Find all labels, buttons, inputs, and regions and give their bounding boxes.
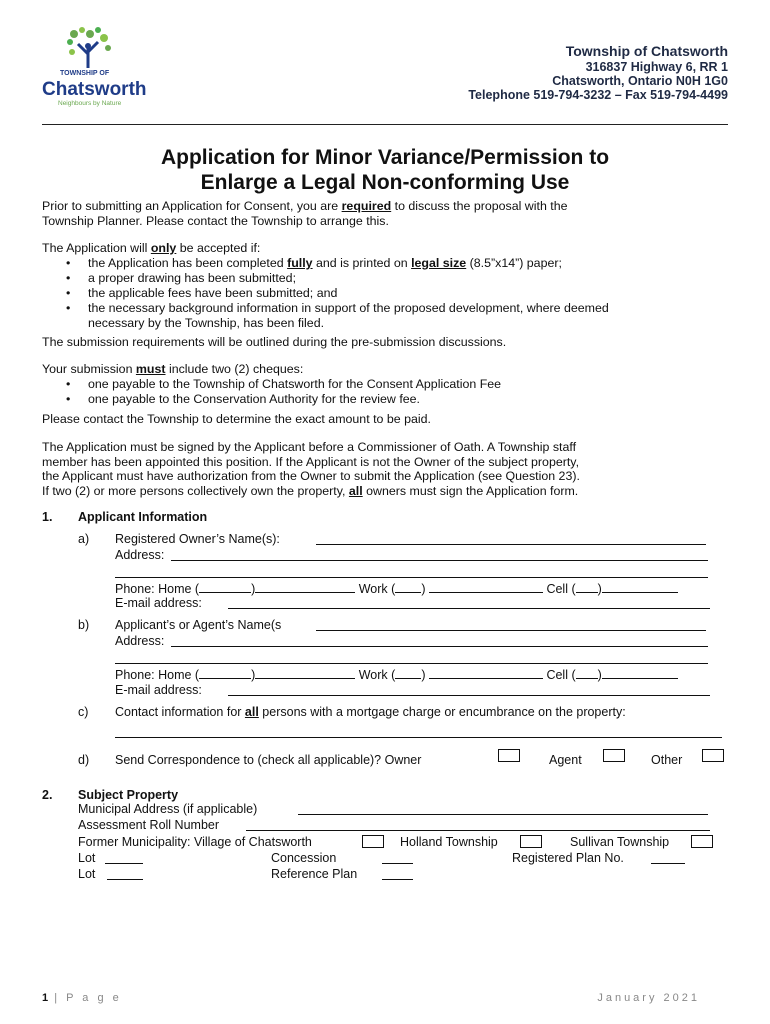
former-municipality-label: Former Municipality: Village of Chatsworth xyxy=(78,835,312,849)
mortgage-contact-field[interactable] xyxy=(115,725,722,738)
item-a-label: a) xyxy=(78,532,90,546)
registered-plan-field[interactable] xyxy=(651,851,685,864)
agent-email-label: E-mail address: xyxy=(115,683,202,697)
correspondence-label: Send Correspondence to (check all applicable)? Owner xyxy=(115,753,422,767)
agent-home-area-field[interactable] xyxy=(199,666,251,679)
owner-checkbox[interactable] xyxy=(498,749,520,762)
logo-name: Chatsworth xyxy=(42,79,147,100)
owner-address-label: Address: xyxy=(115,548,165,562)
signature-paragraph: The Application must be signed by the Applicant before a Commissioner of Oath. A Township staff member has been appointed this position. If the Applicant is not the Owner of the subject property, the Applicant must have authorization from the Owner to submit the Application (see Question 23). If two (2) or more persons collectively own the property, all owners must sign the Application form. xyxy=(42,440,580,498)
lot-label: Lot xyxy=(78,851,96,865)
section-1-number: 1. xyxy=(42,510,53,524)
list-item: • the necessary background information in support of the proposed development, where deemed necessary by the Township, has been filed. xyxy=(66,301,609,330)
owner-email-field[interactable] xyxy=(228,596,710,609)
holland-township-checkbox[interactable] xyxy=(520,835,542,848)
sullivan-township-checkbox[interactable] xyxy=(691,835,713,848)
lot-label-2: Lot xyxy=(78,867,96,881)
agent-email-field[interactable] xyxy=(228,683,710,696)
header-divider xyxy=(42,124,728,125)
page-title-line-1: Application for Minor Variance/Permission to xyxy=(160,146,610,169)
section-2-title: Subject Property xyxy=(78,788,179,802)
owner-work-phone-field[interactable] xyxy=(429,580,543,593)
owner-home-phone-field[interactable] xyxy=(255,580,355,593)
list-item: • the Application has been completed fully and is printed on legal size (8.5”x14”) paper; xyxy=(66,256,562,270)
chatsworth-village-checkbox[interactable] xyxy=(362,835,384,848)
org-name: Township of Chatsworth xyxy=(565,43,728,59)
lot-field-2[interactable] xyxy=(107,867,143,880)
acceptance-heading: The Application will only be accepted if: xyxy=(42,241,261,255)
intro-paragraph: Prior to submitting an Application for Consent, you are required to discuss the proposal with the Township Planner. Please contact the Township to arrange this. xyxy=(42,199,568,228)
owner-name-field[interactable] xyxy=(316,532,706,545)
section-2-number: 2. xyxy=(42,788,53,802)
page-title-line-2: Enlarge a Legal Non-conforming Use xyxy=(200,171,570,194)
owner-work-area-field[interactable] xyxy=(395,580,421,593)
page-number: 1 | P a g e xyxy=(42,992,122,1004)
agent-label: Agent xyxy=(549,753,582,767)
other-label: Other xyxy=(651,753,683,767)
registered-plan-label: Registered Plan No. xyxy=(512,851,624,865)
roll-number-label: Assessment Roll Number xyxy=(78,818,220,832)
concession-label: Concession xyxy=(271,851,337,865)
logo-tagline: Neighbours by Nature xyxy=(58,100,122,107)
footer-date: January 2021 xyxy=(597,992,700,1004)
item-c-label: c) xyxy=(78,705,89,719)
contact-note: Please contact the Township to determine the exact amount to be paid. xyxy=(42,412,431,426)
reference-plan-label: Reference Plan xyxy=(271,867,358,881)
cheques-heading: Your submission must include two (2) cheques: xyxy=(42,362,304,376)
other-checkbox[interactable] xyxy=(702,749,724,762)
agent-checkbox[interactable] xyxy=(603,749,625,762)
agent-name-field[interactable] xyxy=(316,618,706,631)
owner-phone-row: Phone: Home ( ) Work ( ) Cell ( ) xyxy=(115,580,678,596)
agent-address-field[interactable] xyxy=(171,634,708,647)
owner-address-field[interactable] xyxy=(171,548,708,561)
section-1-title: Applicant Information xyxy=(78,510,208,524)
roll-number-field[interactable] xyxy=(246,818,710,831)
owner-cell-area-field[interactable] xyxy=(576,580,598,593)
agent-cell-area-field[interactable] xyxy=(576,666,598,679)
reference-plan-field[interactable] xyxy=(382,867,413,880)
agent-name-label: Applicant’s or Agent’s Name(s xyxy=(115,618,282,632)
owner-name-label: Registered Owner’s Name(s): xyxy=(115,532,280,546)
holland-township-label: Holland Township xyxy=(400,835,498,849)
agent-address-label: Address: xyxy=(115,634,165,648)
agent-work-area-field[interactable] xyxy=(395,666,421,679)
list-item: • the applicable fees have been submitted; and xyxy=(66,286,338,300)
phone-fax: Telephone 519-794-3232 – Fax 519-794-4499 xyxy=(468,88,728,102)
concession-field[interactable] xyxy=(382,851,413,864)
owner-address-field-2[interactable] xyxy=(115,565,708,578)
agent-phone-row: Phone: Home ( ) Work ( ) Cell ( ) xyxy=(115,666,678,682)
owner-home-area-field[interactable] xyxy=(199,580,251,593)
address-line-2: Chatsworth, Ontario N0H 1G0 xyxy=(552,74,728,88)
agent-work-phone-field[interactable] xyxy=(429,666,543,679)
owner-cell-phone-field[interactable] xyxy=(602,580,678,593)
lot-field[interactable] xyxy=(105,851,143,864)
list-item: • one payable to the Conservation Authority for the review fee. xyxy=(66,392,420,406)
municipal-address-field[interactable] xyxy=(298,802,708,815)
owner-email-label: E-mail address: xyxy=(115,596,202,610)
municipal-address-label: Municipal Address (if applicable) xyxy=(78,802,258,816)
agent-home-phone-field[interactable] xyxy=(255,666,355,679)
agent-address-field-2[interactable] xyxy=(115,651,708,664)
township-logo xyxy=(42,24,162,110)
address-line-1: 316837 Highway 6, RR 1 xyxy=(585,60,728,74)
agent-cell-phone-field[interactable] xyxy=(602,666,678,679)
list-item: • one payable to the Township of Chatsworth for the Consent Application Fee xyxy=(66,377,502,391)
list-item: • a proper drawing has been submitted; xyxy=(66,271,297,285)
item-d-label: d) xyxy=(78,753,90,767)
mortgage-contact-label: Contact information for all persons with a mortgage charge or encumbrance on the property: xyxy=(115,705,626,719)
sullivan-township-label: Sullivan Township xyxy=(570,835,670,849)
logo-top-text: TOWNSHIP OF xyxy=(60,70,110,77)
item-b-label: b) xyxy=(78,618,90,632)
requirements-note: The submission requirements will be outlined during the pre-submission discussions. xyxy=(42,335,507,349)
